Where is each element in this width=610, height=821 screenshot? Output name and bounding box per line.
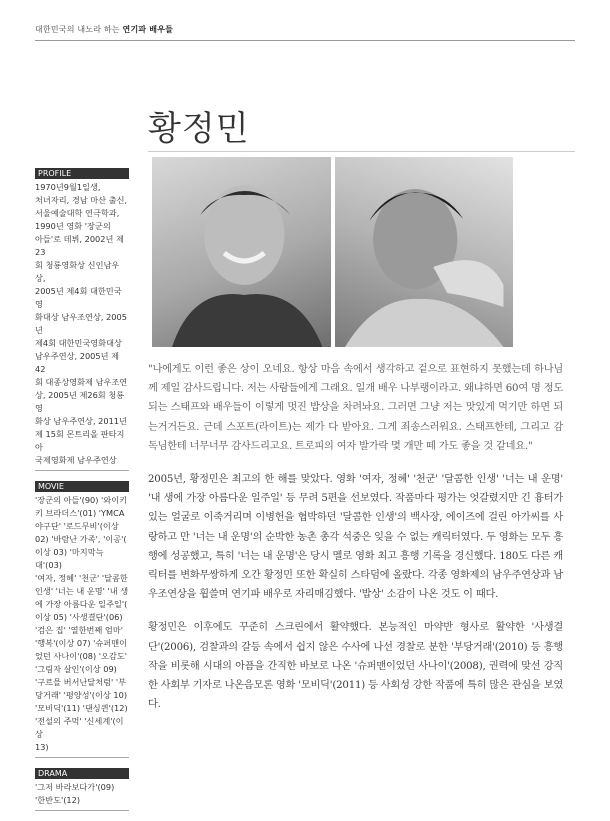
profile-heading: PROFILE — [35, 168, 129, 179]
profile-line: 제4회 대한민국영화대상 — [35, 338, 122, 348]
profile-line: 2005년 제4회 대한민국영 — [35, 286, 122, 309]
drama-body — [35, 781, 129, 811]
movie-section — [35, 481, 129, 758]
profile-line: 1970년9월1일생, — [35, 182, 101, 192]
movie-line: '여자, 정혜' '천군' '달콤한 — [35, 573, 128, 583]
portrait-placeholder-icon — [152, 157, 331, 347]
article-body — [148, 360, 563, 728]
profile-line: 서울예술대학 연극학과, — [35, 208, 120, 218]
movie-line: 었던 사나이'(08) '오감도' — [35, 651, 128, 661]
profile-line: 화대상 남우조연상, 2005년 — [35, 312, 127, 335]
profile-line: 1990년 영화 '장군의 — [35, 221, 111, 231]
movie-heading: MOVIE — [35, 481, 129, 492]
movie-line: '전설의 주먹' '신세계'(이상 — [35, 716, 124, 739]
article-paragraph: 2005년, 황정민은 최고의 한 해를 맞았다. 영화 '여자, 정혜' '천군' '달콤한 인생' '너는 내 운명' '내 생에 가장 아름다운 일주일' 등 무려 5편을 선보였다. 작품마다 평가는 엇갈렸지만 긴 흉터가 있는 얼굴로 이죽거리며 이병헌을 협박하던 '달콤한 인생'의 백사장, 에이즈에 걸린 아가씨를 사랑하고 만 '너는 내 운명'의 순박한 농촌 총각 석중은 잊을 수 없는 캐릭터였다. 두 영화는 모두 흥행에 성공했고, 특히 '너는 내 운명'은 당시 멜로 영화 최고 흥행 기록을 경신했다. 180도 다른 캐릭터를 변화무쌍하게 오간 황정민 또한 확실히 스타덤에 올랐다. 각종 영화제의 남우주연상과 남우조연상을 휩쓸며 연기파 배우로 자리매김했다. '밥상' 소감이 나온 것도 이 때다. — [148, 474, 563, 601]
movie-line: 당거래' '평양성'(이상 10) — [35, 690, 128, 700]
profile-line: 남우주연상, 2005년 제42 — [35, 351, 120, 374]
profile-body — [35, 181, 129, 471]
movie-line: 야구단' '로드무비'(이상 — [35, 521, 119, 531]
movie-line: '그림자 살인'(이상 09) — [35, 664, 117, 674]
header-bold: 연기파 배우들 — [122, 25, 174, 34]
movie-line: 인생' '너는 내 운명' '내 생 — [35, 586, 129, 596]
movie-body — [35, 494, 129, 758]
portrait-placeholder-icon — [335, 157, 514, 347]
running-header — [35, 24, 173, 35]
portrait-photo-smiling — [152, 157, 331, 347]
profile-line: 아들'로 데뷔, 2002년 제23 — [35, 234, 124, 257]
profile-line: 처녀자리, 경남 마산 출신, — [35, 195, 128, 205]
profile-line: 상, 2005년 제26회 청룡영 — [35, 390, 125, 413]
movie-line: 이상 05) '사생결단'(06) — [35, 612, 123, 622]
profile-line: 국제영화제 남우주연상 — [35, 455, 117, 465]
drama-line: '그저 바라보다가'(09) — [35, 782, 115, 792]
header-prefix: 대한민국의 내노라 하는 — [35, 25, 123, 34]
article-paragraph: 황정민은 이후에도 꾸준히 스크린에서 활약했다. 본능적인 마약반 형사로 활약한 '사생결단'(2006), 검찰과의 갈등 속에서 쉽지 않은 수사에 나선 경찰로 분한 '부당거래'(2010) 등 흥행작을 비롯해 시대의 아픔을 간직한 바보로 나온 '슈퍼맨이었던 사나이'(2008), 권력에 맞선 강직한 사회부 기자로 나온음모론 영화 '모비딕'(2011) 등 사회성 강한 작품에 특히 많은 관심을 보였다. — [148, 622, 563, 711]
photo-strip — [152, 157, 513, 347]
drama-section — [35, 768, 129, 811]
profile-line: 화상 남우주연상, 2011년 — [35, 416, 127, 426]
movie-line: '구르믈 버서난달처럼' '부 — [35, 677, 127, 687]
movie-line: '검은 집' '열한번째 엄마' — [35, 625, 123, 635]
movie-line: 02) '바람난 가족', '이공'( — [35, 534, 127, 544]
movie-line: 키 브라더스'(01) 'YMCA — [35, 508, 125, 518]
sidebar — [35, 168, 129, 821]
profile-section — [35, 168, 129, 471]
movie-line: 13) — [35, 742, 49, 752]
page-title: 황정민 — [148, 109, 250, 149]
movie-line: '모비딕'(11) '댄싱퀸'(12) — [35, 703, 128, 713]
movie-line: 이상 03) '마지막늑대'(03) — [35, 547, 104, 570]
movie-line: '장군의 아들'(90) '와이키 — [35, 495, 128, 505]
drama-line: '한반도'(12) — [35, 795, 81, 805]
movie-line: 에 가장 아름다운 일주일'( — [35, 599, 128, 609]
movie-line: '행복'(이상 07) '슈퍼맨이 — [35, 638, 128, 648]
header-rule — [35, 40, 575, 41]
profile-line: 제 15회 몬트리올 판타지아 — [35, 429, 125, 452]
drama-heading: DRAMA — [35, 768, 129, 779]
portrait-photo-hand-on-chin — [335, 157, 514, 347]
title-rule — [148, 151, 575, 152]
article-quote: "나에게도 이런 좋은 상이 오네요. 항상 마음 속에서 생각하고 겉으로 표현하지 못했는데 하나님께 제일 감사드립니다. 저는 사람들에게 그래요. 일개 배우 나부랭이라고. 왜냐하면 60여 명 정도 되는 스태프와 배우들이 이렇게 멋진 밥상을 차려놔요. 그러면 그냥 저는 맛있게 먹기만 하면 되는거거든요. 근데 스포트(라이트)는 제가 다 받아요. 그게 죄송스러워요. 스태프한테, 그리고 감독님한테 너무너무 감사드리고요. 트로피의 여자 발가락 몇 개만 떼 가도 좋을 것 같네요." — [148, 364, 563, 452]
profile-line: 회 대종상영화제 남우조연 — [35, 377, 128, 387]
profile-line: 회 청룡영화상 신인남우상, — [35, 260, 120, 283]
